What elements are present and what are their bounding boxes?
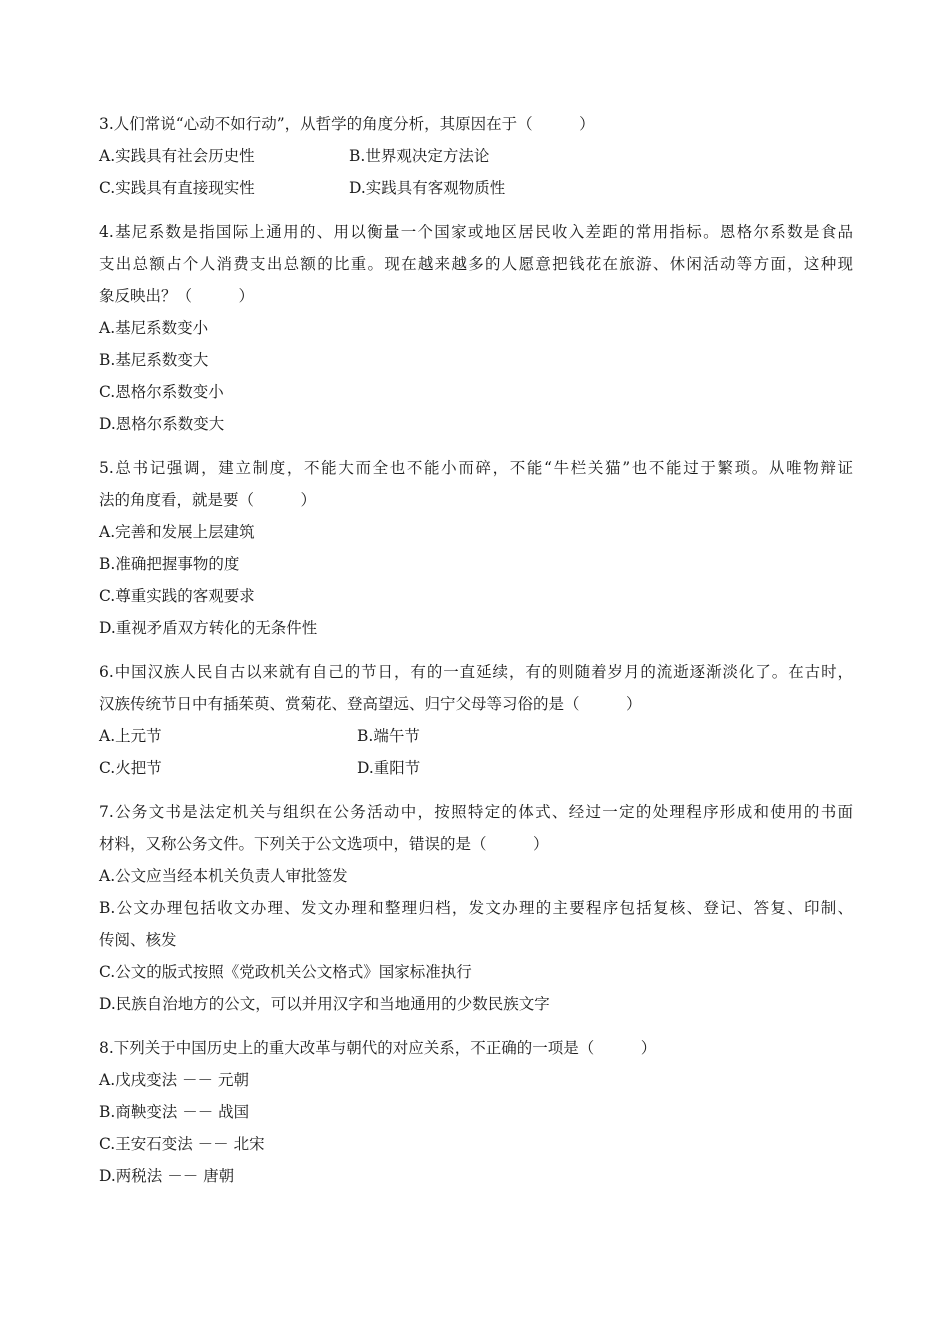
question-8-stem: 8.下列关于中国历史上的重大改革与朝代的对应关系，不正确的一项是（ ） xyxy=(99,1039,657,1057)
question-7-option-b-line-1: B.公文办理包括收文办理、发文办理和整理归档，发文办理的主要程序包括复核、登记、答复、印制、 xyxy=(99,899,853,917)
question-6-option-b: B.端午节 xyxy=(357,727,420,745)
question-4-option-a: A.基尼系数变小 xyxy=(99,319,209,337)
question-6-option-a: A.上元节 xyxy=(99,727,162,745)
question-4-stem-line-1: 4.基尼系数是指国际上通用的、用以衡量一个国家或地区居民收入差距的常用指标。恩格尔系数是食品 xyxy=(99,223,853,241)
question-8-option-d: D.两税法 －－ 唐朝 xyxy=(99,1167,235,1185)
question-4-stem-line-2: 支出总额占个人消费支出总额的比重。现在越来越多的人愿意把钱花在旅游、休闲活动等方面，这种现 xyxy=(99,255,853,273)
question-5-stem-line-2: 法的角度看，就是要（ ） xyxy=(99,491,317,509)
question-6-option-c: C.火把节 xyxy=(99,759,162,777)
question-5-option-d: D.重视矛盾双方转化的无条件性 xyxy=(99,619,318,637)
question-4-option-c: C.恩格尔系数变小 xyxy=(99,383,224,401)
question-7-option-a: A.公文应当经本机关负责人审批签发 xyxy=(99,867,348,885)
question-4-stem-line-3: 象反映出？（ ） xyxy=(99,287,255,305)
question-7-option-b-line-2: 传阅、核发 xyxy=(99,931,177,949)
question-6-option-d: D.重阳节 xyxy=(357,759,421,777)
question-4-option-b: B.基尼系数变大 xyxy=(99,351,209,369)
question-8-option-b: B.商鞅变法 －－ 战国 xyxy=(99,1103,250,1121)
question-7-option-d: D.民族自治地方的公文，可以并用汉字和当地通用的少数民族文字 xyxy=(99,995,550,1013)
question-6-stem-line-2: 汉族传统节日中有插茱萸、赏菊花、登高望远、归宁父母等习俗的是（ ） xyxy=(99,695,642,713)
question-5-stem-line-1: 5.总书记强调，建立制度，不能大而全也不能小而碎，不能“牛栏关猫”也不能过于繁琐。从唯物辩证 xyxy=(99,459,853,477)
question-6-stem-line-1: 6.中国汉族人民自古以来就有自己的节日，有的一直延续，有的则随着岁月的流逝逐渐淡化了。在古时， xyxy=(99,663,853,681)
question-7-stem-line-1: 7.公务文书是法定机关与组织在公务活动中，按照特定的体式、经过一定的处理程序形成和使用的书面 xyxy=(99,803,853,821)
question-3-stem: 3.人们常说“心动不如行动”，从哲学的角度分析，其原因在于（ ） xyxy=(99,115,595,133)
question-3-option-b: B.世界观决定方法论 xyxy=(349,147,490,165)
question-8-option-a: A.戊戌变法 －－ 元朝 xyxy=(99,1071,249,1089)
question-7-stem-line-2: 材料，又称公务文件。下列关于公文选项中，错误的是（ ） xyxy=(99,835,549,853)
question-5-option-c: C.尊重实践的客观要求 xyxy=(99,587,255,605)
question-7-option-c: C.公文的版式按照《党政机关公文格式》国家标准执行 xyxy=(99,963,472,981)
question-5-option-a: A.完善和发展上层建筑 xyxy=(99,523,255,541)
question-5-option-b: B.准确把握事物的度 xyxy=(99,555,240,573)
question-3-option-a: A.实践具有社会历史性 xyxy=(99,147,255,165)
question-8-option-c: C.王安石变法 －－ 北宋 xyxy=(99,1135,265,1153)
question-4-option-d: D.恩格尔系数变大 xyxy=(99,415,225,433)
question-3-option-c: C.实践具有直接现实性 xyxy=(99,179,255,197)
question-3-option-d: D.实践具有客观物质性 xyxy=(349,179,506,197)
